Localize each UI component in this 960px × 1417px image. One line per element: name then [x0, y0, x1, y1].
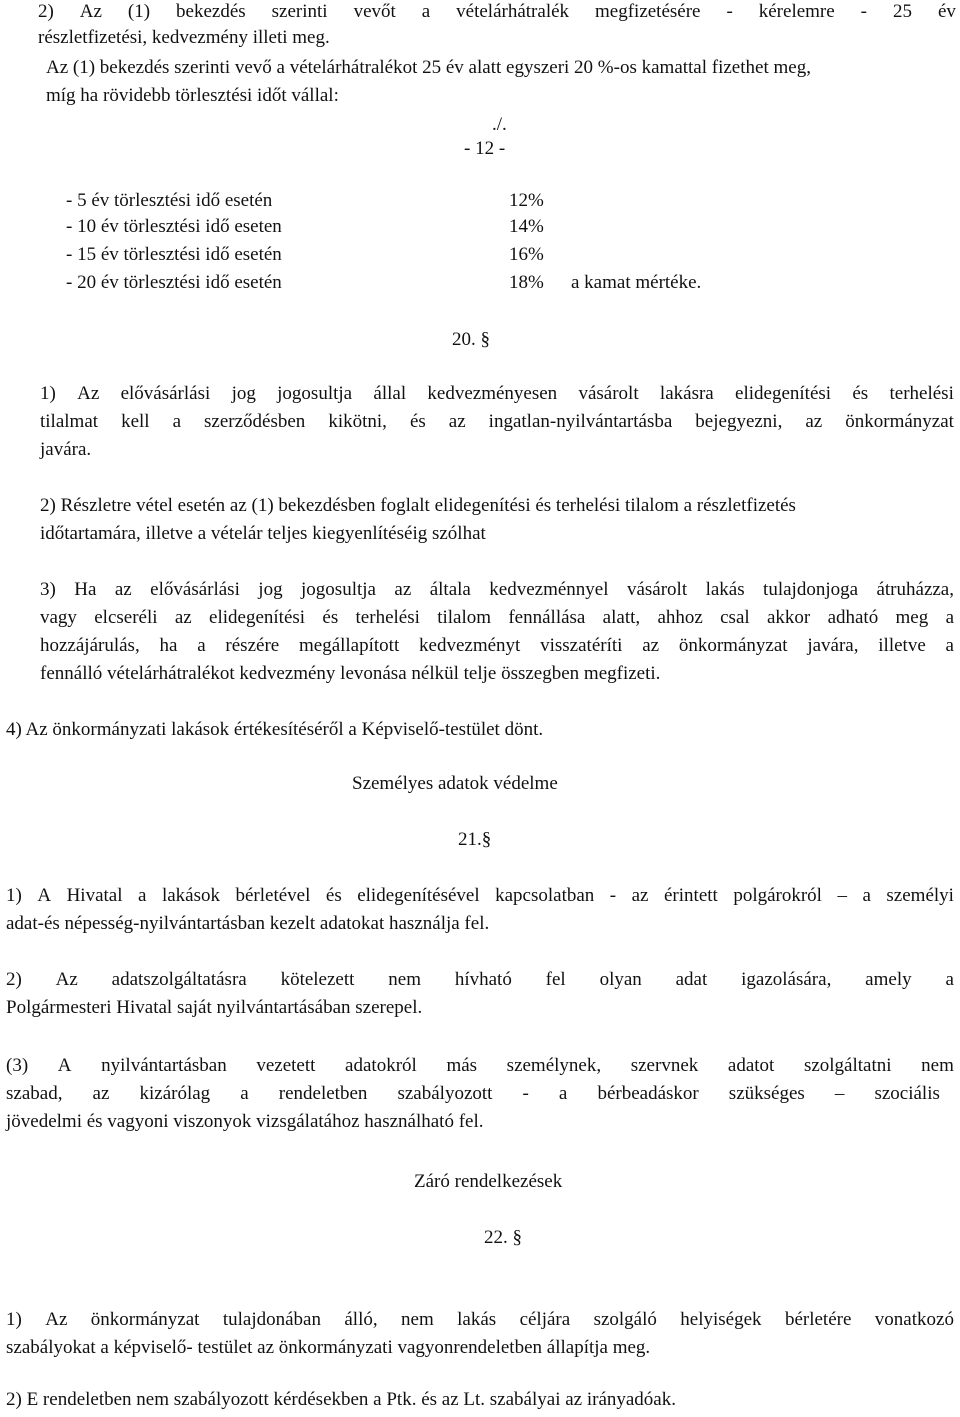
- word: bejegyezni,: [695, 411, 783, 432]
- word: Az: [77, 383, 100, 404]
- word: amely: [865, 969, 912, 990]
- word: a: [197, 635, 206, 656]
- intro-line-1: [38, 0, 956, 24]
- word: a: [421, 1, 431, 22]
- word: jog: [258, 579, 283, 600]
- word: illetve: [878, 635, 926, 656]
- page-number: - 12 -: [464, 138, 506, 159]
- rate-term: - 10 év törlesztési idő eseten: [66, 216, 282, 237]
- s20-p4: 4) Az önkormányzati lakások értékesítéséről a Képviselő-testület dönt.: [6, 719, 544, 740]
- word: a: [558, 1083, 568, 1104]
- word: általa: [429, 579, 471, 600]
- s20-p3-line-4: fennálló vételárhátralékot kedvezmény levonása nélkül telje összegben megfizeti.: [40, 663, 661, 684]
- s22-p2: 2) E rendeletben nem szabályozott kérdésekben a Ptk. és az Lt. szabályai az irányadóak.: [6, 1389, 676, 1410]
- section-22-heading: 22. §: [484, 1227, 522, 1248]
- s22-p1-line-2: szabályokat a képviselő- testület az önkormányzati vagyonrendeletben állapítja meg.: [6, 1337, 651, 1358]
- word: önkormányzat: [90, 1309, 200, 1330]
- word: szabályozott: [397, 1083, 493, 1104]
- word: rendeletben: [278, 1083, 368, 1104]
- word: szolgáló: [593, 1309, 657, 1330]
- word: vásárolt: [578, 383, 639, 404]
- word: részére: [225, 635, 280, 656]
- s20-p2-line-2: időtartamára, illetve a vételár teljes kiegyenlítéséig szólhat: [40, 523, 486, 544]
- personal-data-title: Személyes adatok védelme: [352, 773, 558, 794]
- s20-p3-line-2: [40, 606, 954, 630]
- word: az: [92, 1083, 110, 1104]
- word: adható: [827, 607, 879, 628]
- closing-title: Záró rendelkezések: [414, 1171, 563, 1192]
- word: adatot: [727, 1055, 775, 1076]
- word: ingatlan-nyilvántartásba: [488, 411, 673, 432]
- word: vezetett: [256, 1055, 316, 1076]
- word: jogosultja: [301, 579, 376, 600]
- word: hozzájárulás,: [40, 635, 140, 656]
- rate-value: 16%: [509, 244, 544, 265]
- word: fennállása: [508, 607, 586, 628]
- word: szabad,: [6, 1083, 63, 1104]
- word: és: [852, 383, 869, 404]
- word: nem: [388, 969, 421, 990]
- word: szerinti: [271, 1, 328, 22]
- word: -: [609, 885, 617, 906]
- s20-p1-line-1: [40, 382, 954, 406]
- word: megállapított: [298, 635, 400, 656]
- word: adatokról: [345, 1055, 417, 1076]
- word: a: [862, 885, 871, 906]
- word: ahhoz: [657, 607, 703, 628]
- s20-p3-line-3: [40, 634, 954, 658]
- word: szociális: [874, 1083, 940, 1104]
- word: 2): [38, 1, 54, 22]
- word: bérbeadáskor: [597, 1083, 699, 1104]
- word: az: [448, 411, 466, 432]
- word: a: [172, 411, 182, 432]
- word: nem: [401, 1309, 434, 1330]
- word: az: [631, 885, 649, 906]
- word: tilalom: [437, 607, 492, 628]
- word: lakásra: [659, 383, 714, 404]
- word: szükséges: [728, 1083, 805, 1104]
- word: vételárhátralék: [456, 1, 570, 22]
- word: átruházza,: [876, 579, 954, 600]
- word: az: [805, 411, 823, 432]
- word: az: [642, 635, 660, 656]
- word: elidegenítési: [735, 383, 832, 404]
- word: akkor: [766, 607, 811, 628]
- word: nyilvántartásban: [101, 1055, 227, 1076]
- word: lakás: [457, 1309, 497, 1330]
- word: 2): [6, 969, 22, 990]
- section-21-heading: 21.§: [458, 829, 492, 850]
- rate-term: - 5 év törlesztési idő esetén: [66, 190, 273, 211]
- word: az: [394, 579, 412, 600]
- word: önkormányzat: [678, 635, 788, 656]
- word: kedvezményesen: [427, 383, 558, 404]
- s20-p1-line-2: [40, 410, 954, 434]
- word: Az: [79, 1, 102, 22]
- word: 1): [40, 383, 56, 404]
- word: olyan: [599, 969, 642, 990]
- word: elidegenítési: [209, 607, 306, 628]
- word: a: [945, 607, 954, 628]
- word: és: [409, 411, 426, 432]
- word: más: [446, 1055, 478, 1076]
- word: lakások: [161, 885, 220, 906]
- word: és: [325, 885, 342, 906]
- word: 25: [892, 1, 912, 22]
- rate-value: 14%: [509, 216, 544, 237]
- word: szerződésben: [204, 411, 306, 432]
- s21-p2-line-1: [6, 968, 954, 992]
- s21-p3-line-3: jövedelmi és vagyoni viszonyok vizsgálatához használható fel.: [6, 1111, 484, 1132]
- word: a: [138, 885, 147, 906]
- word: érintett: [664, 885, 718, 906]
- word: polgárokról: [733, 885, 822, 906]
- word: adat: [675, 969, 708, 990]
- word: javára,: [807, 635, 859, 656]
- word: bérletére: [784, 1309, 852, 1330]
- word: a: [945, 969, 954, 990]
- word: nem: [921, 1055, 954, 1076]
- word: kedvezményt: [419, 635, 521, 656]
- word: kedvezménnyel: [489, 579, 609, 600]
- word: jogosultja: [277, 383, 353, 404]
- word: elővásárlási: [120, 383, 211, 404]
- word: –: [837, 885, 847, 906]
- word: 3): [40, 579, 56, 600]
- intro-line-4: míg ha rövidebb törlesztési időt vállal:: [46, 85, 339, 106]
- word: -: [522, 1083, 529, 1104]
- word: bekezdés: [176, 1, 246, 22]
- word: vevőt: [353, 1, 396, 22]
- s21-p1-line-2: adat-és népesség-nyilvántartásban kezelt adatokat használja fel.: [6, 913, 490, 934]
- word: a: [945, 635, 954, 656]
- s20-p2-line-1: 2) Részletre vétel esetén az (1) bekezdésben foglalt elidegenítési és terhelési tilalom a részletfizetés: [40, 495, 796, 516]
- word: -: [726, 1, 733, 22]
- word: személynek,: [506, 1055, 602, 1076]
- word: 1): [6, 885, 22, 906]
- rate-value: 18%: [509, 272, 544, 293]
- word: szolgáltatni: [803, 1055, 892, 1076]
- word: megfizetésére: [595, 1, 701, 22]
- word: elcseréli: [94, 607, 158, 628]
- section-20-heading: 20. §: [452, 329, 490, 350]
- word: –: [834, 1083, 845, 1104]
- word: terhelési: [355, 607, 420, 628]
- word: állal: [373, 383, 407, 404]
- s22-p1-line-1: [6, 1308, 954, 1332]
- rate-value: 12%: [509, 190, 544, 211]
- word: jog: [231, 383, 256, 404]
- word: szervnek: [630, 1055, 699, 1076]
- word: kötelezett: [280, 969, 355, 990]
- word: vonatkozó: [874, 1309, 954, 1330]
- word: tulajdonjoga: [763, 579, 859, 600]
- word: terhelési: [889, 383, 954, 404]
- s20-p3-line-1: [40, 578, 954, 602]
- s21-p3-line-1: [6, 1054, 954, 1078]
- word: -: [860, 1, 867, 22]
- word: A: [57, 1055, 72, 1076]
- s21-p1-line-1: [6, 884, 954, 908]
- word: csal: [720, 607, 750, 628]
- word: kizárólag: [139, 1083, 211, 1104]
- word: kikötni,: [328, 411, 387, 432]
- s21-p3-line-2: [6, 1082, 940, 1106]
- word: év: [937, 1, 956, 22]
- word: személyi: [886, 885, 954, 906]
- word: a: [240, 1083, 249, 1104]
- word: meg: [895, 607, 929, 628]
- word: alatt,: [602, 607, 641, 628]
- word: és: [322, 607, 339, 628]
- word: (1): [127, 1, 151, 22]
- word: kérelemre: [758, 1, 835, 22]
- word: az: [114, 579, 132, 600]
- word: 1): [6, 1309, 22, 1330]
- word: ha: [159, 635, 178, 656]
- word: visszatéríti: [540, 635, 623, 656]
- word: igazolására,: [741, 969, 832, 990]
- word: fel: [545, 969, 566, 990]
- word: helyiségek: [680, 1309, 762, 1330]
- intro-line-2: részletfizetési, kedvezmény illeti meg.: [38, 27, 330, 48]
- rate-term: - 15 év törlesztési idő esetén: [66, 244, 282, 265]
- word: kell: [121, 411, 150, 432]
- word: céljára: [519, 1309, 571, 1330]
- word: Az: [55, 969, 78, 990]
- word: az: [174, 607, 192, 628]
- word: Ha: [74, 579, 97, 600]
- word: álló,: [344, 1309, 378, 1330]
- word: tilalmat: [40, 411, 99, 432]
- rate-term: - 20 év törlesztési idő esetén: [66, 272, 282, 293]
- rate-note: a kamat mértéke.: [571, 272, 702, 293]
- word: lakás: [705, 579, 745, 600]
- word: Az: [45, 1309, 68, 1330]
- word: (3): [6, 1055, 29, 1076]
- word: vásárolt: [626, 579, 688, 600]
- page-continuation-mark: ./.: [492, 114, 507, 135]
- word: elővásárlási: [150, 579, 240, 600]
- s21-p2-line-2: Polgármesteri Hivatal saját nyilvántartásában szerepel.: [6, 997, 423, 1018]
- intro-line-3: Az (1) bekezdés szerinti vevő a vételárhátralékot 25 év alatt egyszeri 20 %-os kamattal fizethet meg,: [46, 57, 811, 78]
- word: önkormányzat: [845, 411, 954, 432]
- word: kapcsolatban: [495, 885, 595, 906]
- word: adatszolgáltatásra: [111, 969, 247, 990]
- s20-p1-line-3: javára.: [40, 439, 92, 460]
- word: vagy: [40, 607, 77, 628]
- word: tulajdonában: [222, 1309, 321, 1330]
- word: A: [37, 885, 52, 906]
- word: elidegenítésével: [357, 885, 480, 906]
- word: Hivatal: [66, 885, 123, 906]
- word: bérletével: [235, 885, 311, 906]
- word: hívható: [454, 969, 512, 990]
